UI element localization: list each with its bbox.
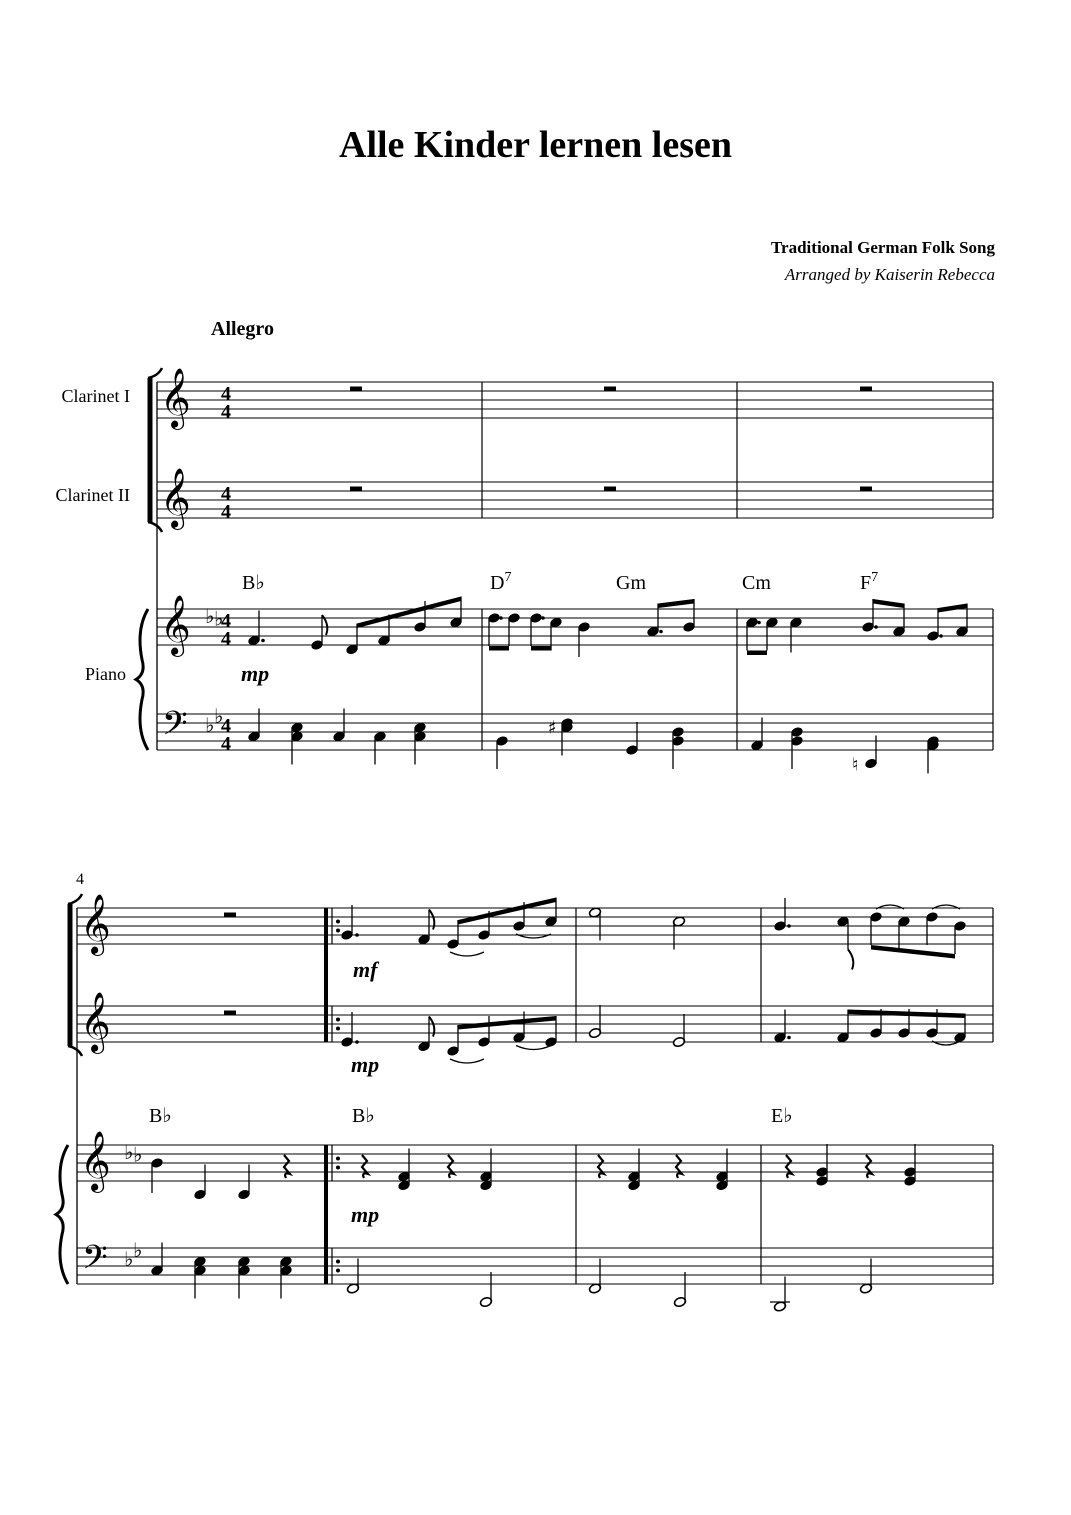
whole-rest	[224, 913, 236, 918]
note-beam	[357, 597, 461, 629]
time-signature-numerator: 4	[221, 715, 231, 737]
flat-accidental-icon: ♭	[214, 704, 224, 728]
chord-symbol: $D^7$	[490, 570, 512, 594]
flat-accidental-icon: ♭	[214, 606, 224, 631]
page-title: Alle Kinder lernen lesen	[339, 124, 732, 166]
time-signature-denominator: 4	[221, 733, 231, 755]
repeat-dot	[336, 1157, 340, 1161]
treble-clef-icon: 𝄞	[80, 992, 111, 1052]
whole-rest	[350, 487, 362, 492]
note-beam	[458, 1016, 556, 1030]
piano-brace	[136, 609, 148, 750]
time-signature-numerator: 4	[221, 383, 231, 405]
augmentation-dot	[939, 634, 943, 638]
time-signature-denominator: 4	[221, 501, 231, 523]
instrument-label-piano: Piano	[84, 664, 126, 684]
augmentation-dot	[355, 933, 359, 937]
whole-rest	[604, 387, 616, 392]
quarter-rest	[448, 1155, 454, 1178]
quarter-rest	[786, 1155, 792, 1178]
augmentation-dot	[874, 625, 878, 629]
time-signature-numerator: 4	[221, 610, 231, 632]
note-beam	[489, 646, 509, 651]
instrument-label-clarinet-1: Clarinet I	[61, 386, 130, 406]
note-beam	[658, 599, 694, 608]
flat-accidental-icon: ♭	[205, 604, 215, 628]
chord-symbol: B♭	[149, 1105, 172, 1127]
flat-accidental-icon: ♭	[133, 1238, 143, 1262]
quarter-rest	[598, 1155, 604, 1178]
augmentation-dot	[787, 1036, 791, 1040]
quarter-rest	[676, 1155, 682, 1178]
augmentation-dot	[787, 924, 791, 928]
note-beam	[938, 604, 967, 613]
whole-rest	[860, 387, 872, 392]
whole-rest	[860, 487, 872, 492]
augmentation-dot	[355, 1040, 359, 1044]
bass-clef-icon: 𝄢	[82, 1239, 108, 1285]
slur	[516, 1046, 551, 1050]
repeat-dot	[336, 1166, 340, 1170]
dynamic-marking: mp	[241, 661, 270, 686]
treble-clef-icon: 𝄞	[160, 468, 191, 528]
chord-symbol: $F^7$	[860, 570, 879, 594]
sharp-accidental-icon: ♯	[548, 717, 557, 739]
note-beam	[873, 599, 904, 608]
dynamic-marking: mf	[353, 957, 378, 982]
time-signature-denominator: 4	[221, 401, 231, 423]
augmentation-dot	[541, 616, 545, 620]
treble-clef-icon: 𝄞	[160, 595, 191, 655]
time-signature-denominator: 4	[221, 628, 231, 650]
piano-brace	[56, 1145, 68, 1284]
arranger-credit: Arranged by Kaiserin Rebecca	[784, 265, 995, 284]
whole-rest	[604, 487, 616, 492]
flat-accidental-icon: ♭	[124, 1140, 134, 1164]
treble-clef-icon: 𝄞	[80, 894, 111, 954]
dynamic-marking: mp	[351, 1202, 380, 1227]
note-flag	[848, 950, 853, 970]
whole-rest	[224, 1011, 236, 1016]
chord-symbol: B♭	[242, 572, 265, 594]
measure-number: 4	[76, 871, 84, 888]
note-beam	[848, 1010, 965, 1019]
chord-symbol: E♭	[771, 1105, 793, 1127]
chord-symbol: Gm	[616, 572, 646, 594]
treble-clef-icon: 𝄞	[160, 368, 191, 428]
treble-clef-icon: 𝄞	[80, 1131, 111, 1191]
quarter-rest	[284, 1155, 290, 1178]
repeat-dot	[336, 920, 340, 924]
augmentation-dot	[757, 621, 761, 625]
time-signature-numerator: 4	[221, 483, 231, 505]
chord-symbol: Cm	[742, 572, 771, 594]
repeat-dot	[336, 1260, 340, 1264]
composer-credit: Traditional German Folk Song	[770, 238, 995, 257]
repeat-dot	[336, 1269, 340, 1273]
note-beam	[747, 651, 767, 656]
flat-accidental-icon: ♭	[124, 1247, 134, 1271]
flat-accidental-icon: ♭	[133, 1142, 143, 1167]
augmentation-dot	[261, 639, 265, 643]
augmentation-dot	[499, 616, 503, 620]
whole-rest	[350, 387, 362, 392]
chord-symbol: B♭	[352, 1105, 375, 1127]
instrument-label-clarinet-2: Clarinet II	[55, 485, 130, 505]
tempo-marking: Allegro	[211, 318, 274, 340]
note-beam	[531, 646, 551, 651]
slur	[450, 1059, 484, 1063]
slur	[450, 952, 484, 956]
repeat-dot	[336, 1027, 340, 1031]
note-beam	[871, 945, 955, 959]
repeat-dot	[336, 1018, 340, 1022]
augmentation-dot	[659, 630, 663, 634]
natural-accidental-icon: ♮	[852, 754, 859, 776]
dynamic-marking: mp	[351, 1052, 380, 1077]
repeat-dot	[336, 929, 340, 933]
bass-clef-icon: 𝄢	[162, 705, 188, 751]
flat-accidental-icon: ♭	[205, 713, 215, 737]
quarter-rest	[866, 1155, 872, 1178]
quarter-rest	[362, 1155, 368, 1178]
note-beam	[458, 898, 556, 925]
